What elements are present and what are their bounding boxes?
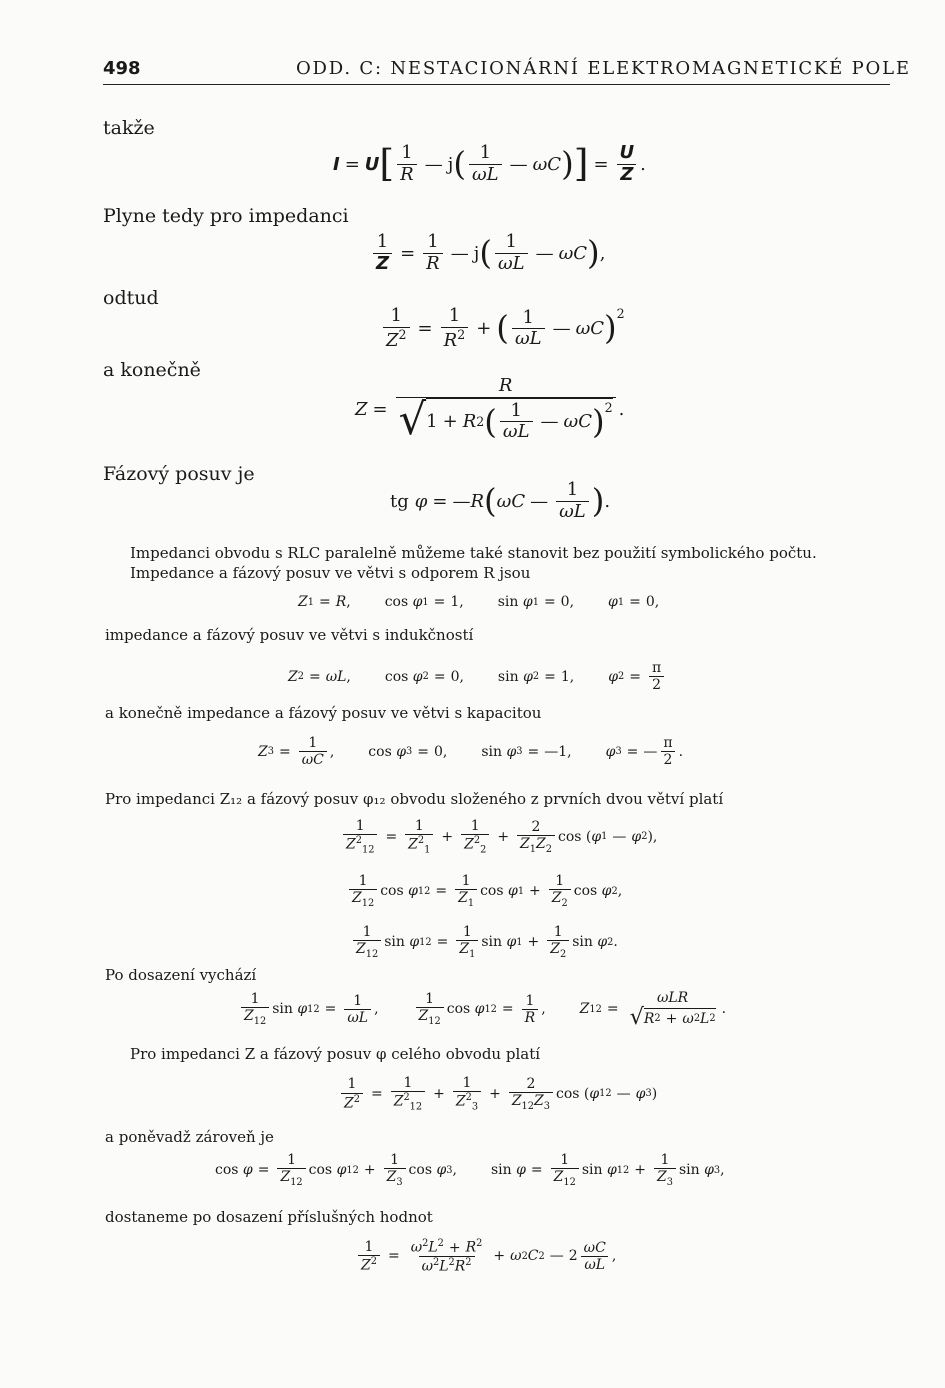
- paragraph-2: Impedance a fázový posuv ve větvi s odporem R jsou: [130, 564, 531, 582]
- page-number: 498: [103, 58, 141, 79]
- equation-current: I = U [ 1 R — j ( 1 ωL — ωC ) ] = $\frac{U}{Z}$ .: [333, 141, 646, 186]
- paragraph-5: Pro impedanci Z₁₂ a fázový posuv φ₁₂ obvodu složeného z prvních dvou větví platí: [105, 790, 724, 808]
- paragraph-4: a konečně impedance a fázový posuv ve větvi s kapacitou: [105, 704, 542, 722]
- equation-z12-sin: 1 $Z_{12}$ sin φ 12 = $\frac{1}{Z_1}$ sin φ 1 + $\frac{1}{Z_2}$ sin φ 2 .: [350, 924, 618, 960]
- equation-branch-l: Z 2 = ωL , cos φ 2 = 0, sin φ 2 = 1, φ 2 = $\frac{\pi}{2}$: [288, 660, 667, 693]
- equation-phase-components: cos φ = $\frac{1}{Z_{12}}$ cos φ 12 + $\frac{1}{Z_3}$ cos φ 3 , sin φ = $\frac{1}{Z_{12}}$ sin φ 12 + $\frac{1}{Z_3}$ sin φ 3 ,: [215, 1152, 725, 1188]
- text-odtud: odtud: [103, 287, 159, 309]
- paragraph-8: a poněvadž zároveň je: [105, 1128, 274, 1146]
- text-konecne: a konečně: [103, 359, 201, 381]
- paragraph-1: Impedanci obvodu s RLC paralelně můžeme také stanovit bez použití symbolického počtu.: [130, 544, 817, 562]
- equation-admittance-squared: $\frac{1}{Z^2}$ = $\frac{1}{R^2}$ + ( 1 ωL — ωC ) $^2$: [380, 306, 625, 351]
- equation-z12-squared: $\frac{1}{Z^2_{12}}$ = $\frac{1}{Z^2_1}$ + $\frac{1}{Z^2_2}$ + $\frac{2}{Z_1Z_2}$ cos ( φ 1 — φ 2 ),: [340, 818, 657, 856]
- paragraph-3: impedance a fázový posuv ve větvi s indukčností: [105, 626, 474, 644]
- equation-final: $\frac{1}{Z^2}$ = $\frac{\omega^2L^2 + R^2}{\omega^2L^2R^2}$ + ω 2 C 2 — 2 ωC ωL ,: [355, 1238, 616, 1275]
- equation-z12-cos: 1 $Z_{12}$ cos φ 12 = $\frac{1}{Z_1}$ cos φ 1 + $\frac{1}{Z_2}$ cos φ 2 ,: [346, 873, 622, 909]
- header-rule: [103, 84, 890, 85]
- paragraph-7: Pro impedanci Z a fázový posuv φ celého obvodu platí: [130, 1045, 541, 1063]
- equation-branch-r: Z 1 = R , cos φ 1 = 1, sin φ 1 = 0, φ 1 = 0,: [298, 594, 660, 610]
- equation-impedance: Z = R √ 1 + R 2 ( 1 ωL — ωC ) $^2$ .: [355, 375, 625, 445]
- text-fazovy: Fázový posuv je: [103, 463, 255, 485]
- equation-z-squared: $\frac{1}{Z^2}$ = $\frac{1}{Z^2_{12}}$ + $\frac{1}{Z^2_3}$ + $\frac{2}{Z_{12}Z_3}$ cos ( φ 12 — φ 3 ): [338, 1075, 657, 1113]
- text-plyne: Plyne tedy pro impedanci: [103, 205, 349, 227]
- running-title: ODD. C: NESTACIONÁRNÍ ELEKTROMAGNETICKÉ POLE: [296, 58, 911, 79]
- paragraph-6: Po dosazení vychází: [105, 966, 257, 984]
- text-takze: takže: [103, 117, 155, 139]
- equation-branch-c: Z 3 = $\frac{1}{\omega C}$ , cos φ 3 = 0, sin φ 3 = —1, φ 3 = — $\frac{\pi}{2}$ .: [258, 735, 684, 769]
- equation-admittance: $\frac{1}{Z}$ = $\frac{1}{R}$ — j ( 1 ωL — ωC ) ,: [370, 232, 605, 274]
- equation-phase: tg φ = — R ( ωC — 1 ωL ) .: [390, 479, 611, 522]
- equation-z12-result: 1 $Z_{12}$ sin φ 12 = $\frac{1}{\omega L}$ , 1 $Z_{12}$ cos φ 12 = $\frac{1}{R}$ , Z 12 = ωLR √ R 2 + ω 2 L 2 .: [238, 990, 726, 1029]
- paragraph-9: dostaneme po dosazení příslušných hodnot: [105, 1208, 433, 1226]
